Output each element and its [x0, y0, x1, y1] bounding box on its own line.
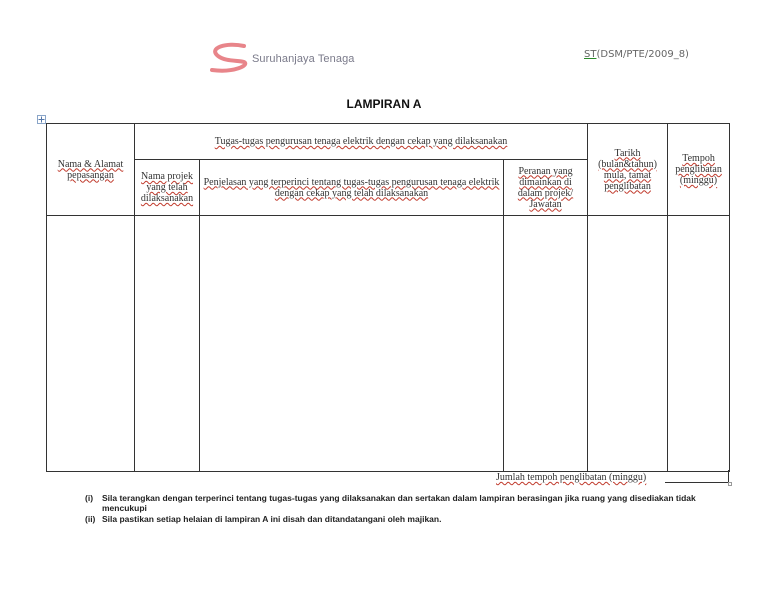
header-project-name: Nama projek yang telah dilaksanakan	[135, 160, 200, 216]
cell-description[interactable]	[200, 216, 504, 472]
doc-ref-prefix: ST	[584, 49, 597, 60]
header-role: Peranan yang dimainkan di dalam projek/ Jawatan	[504, 160, 588, 216]
note-item	[85, 493, 722, 513]
page-title: LAMPIRAN A	[346, 97, 422, 111]
note-number: (ii)	[85, 514, 96, 524]
cell-date[interactable]	[588, 216, 668, 472]
cell-project-name[interactable]	[135, 216, 200, 472]
note-number: (i)	[85, 493, 94, 503]
document-reference	[584, 49, 689, 60]
suruhanjaya-tenaga-logo	[204, 40, 374, 74]
total-duration-label: Jumlah tempoh penglibatan (minggu)	[496, 472, 647, 483]
cell-role[interactable]	[504, 216, 588, 472]
logo-text: Suruhanjaya Tenaga	[252, 53, 355, 65]
header-duration: Tempoh penglibatan (minggu)	[668, 124, 730, 216]
header-tasks-group: Tugas-tugas pengurusan tenaga elektrik dengan cekap yang dilaksanakan	[135, 124, 588, 160]
note-text: Sila pastikan setiap helaian di lampiran A ini disah dan ditandatangani oleh majikan.	[102, 514, 442, 524]
header-name-address: Nama & Alamat pepasangan	[47, 124, 135, 216]
header-description: Penjelasan yang terperinci tentang tugas-tugas pengurusan tenaga elektrik dengan cekap yang telah dilaksanakan	[200, 160, 504, 216]
participation-table	[46, 123, 730, 472]
table-row[interactable]	[47, 216, 730, 472]
notes-list	[85, 493, 722, 525]
cell-duration[interactable]	[668, 216, 730, 472]
header-date: Tarikh (bulan&tahun) mula, tamat penglibatan	[588, 124, 668, 216]
table-move-handle-icon[interactable]	[37, 115, 46, 124]
cell-name-address[interactable]	[47, 216, 135, 472]
note-text: Sila terangkan dengan terperinci tentang tugas-tugas yang dilaksanakan dan sertakan dalam lampiran berasingan jika ruang yang disediakan tidak mencukupi	[102, 493, 696, 513]
table-resize-handle[interactable]	[728, 482, 732, 486]
doc-ref-code: (DSM/PTE/2009_8)	[596, 49, 689, 60]
total-duration-cell[interactable]	[665, 470, 729, 483]
note-item	[85, 514, 722, 524]
